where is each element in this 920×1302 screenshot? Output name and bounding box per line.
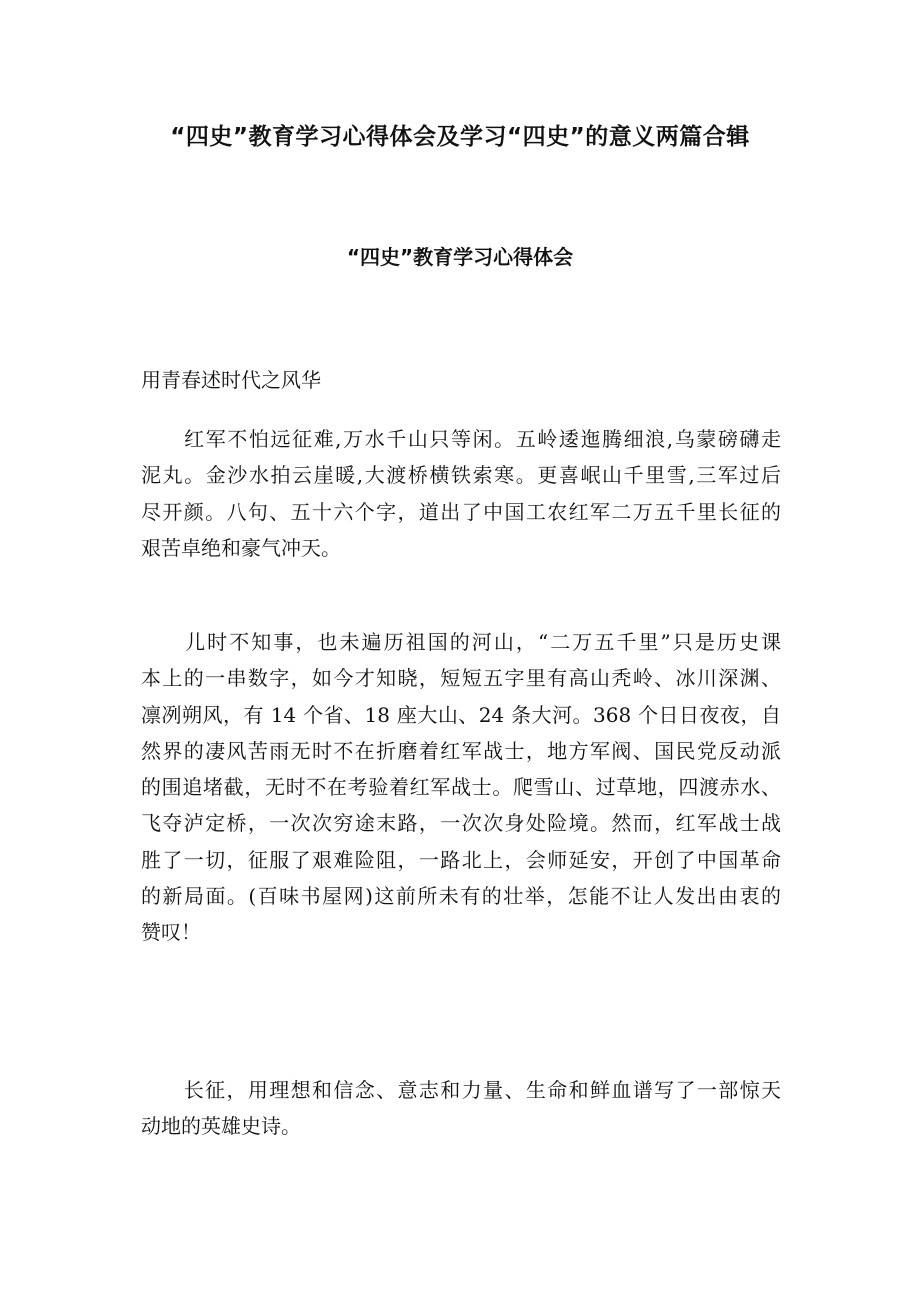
document-title: “四史”教育学习心得体会及学习“四史”的意义两篇合辑: [170, 124, 750, 150]
paragraph-line: 的围追堵截，无时不在考验着红军战士。爬雪山、过草地，四渡赤水、: [141, 775, 781, 800]
article-subheading: 用青春述时代之风华: [141, 368, 321, 392]
paragraph-line: 泥丸。金沙水拍云崖暖,大渡桥横铁索寒。更喜岷山千里雪,三军过后: [141, 463, 781, 488]
paragraph-line: 动地的英雄史诗。: [141, 1114, 301, 1139]
paragraph-line: 胜了一切，征服了艰难险阻，一路北上，会师延安，开创了中国革命: [141, 847, 781, 872]
paragraph-line: 的新局面。(百味书屋网)这前所未有的壮举，怎能不让人发出由衷的: [141, 884, 781, 909]
paragraph-line: 本上的一串数字，如今才知晓，短短五字里有高山秃岭、冰川深渊、: [141, 666, 781, 691]
paragraph-line: 尽开颜。八句、五十六个字，道出了中国工农红军二万五千里长征的: [141, 499, 781, 524]
paragraph-line: 凛冽朔风，有 14 个省、18 座大山、24 条大河。368 个日日夜夜，自: [141, 702, 781, 727]
paragraph-line: 红军不怕远征难,万水千山只等闲。五岭逶迤腾细浪,乌蒙磅礴走: [141, 427, 781, 451]
paragraph-3: [141, 1072, 781, 1145]
section-title: “四史”教育学习心得体会: [346, 245, 574, 269]
paragraph-2: [141, 624, 781, 951]
paragraph-line: 飞夺泸定桥，一次次穷途末路，一次次身处险境。然而，红军战士战: [141, 811, 781, 836]
paragraph-line: 长征，用理想和信念、意志和力量、生命和鲜血谱写了一部惊天: [141, 1078, 781, 1102]
paragraph-line: 儿时不知事，也未遍历祖国的河山，“二万五千里”只是历史课: [141, 630, 781, 654]
paragraph-1: [141, 421, 781, 566]
paragraph-line: 赞叹！: [141, 920, 201, 945]
paragraph-line: 然界的凄风苦雨无时不在折磨着红军战士，地方军阀、国民党反动派: [141, 738, 781, 763]
paragraph-line: 艰苦卓绝和豪气冲天。: [141, 535, 341, 560]
